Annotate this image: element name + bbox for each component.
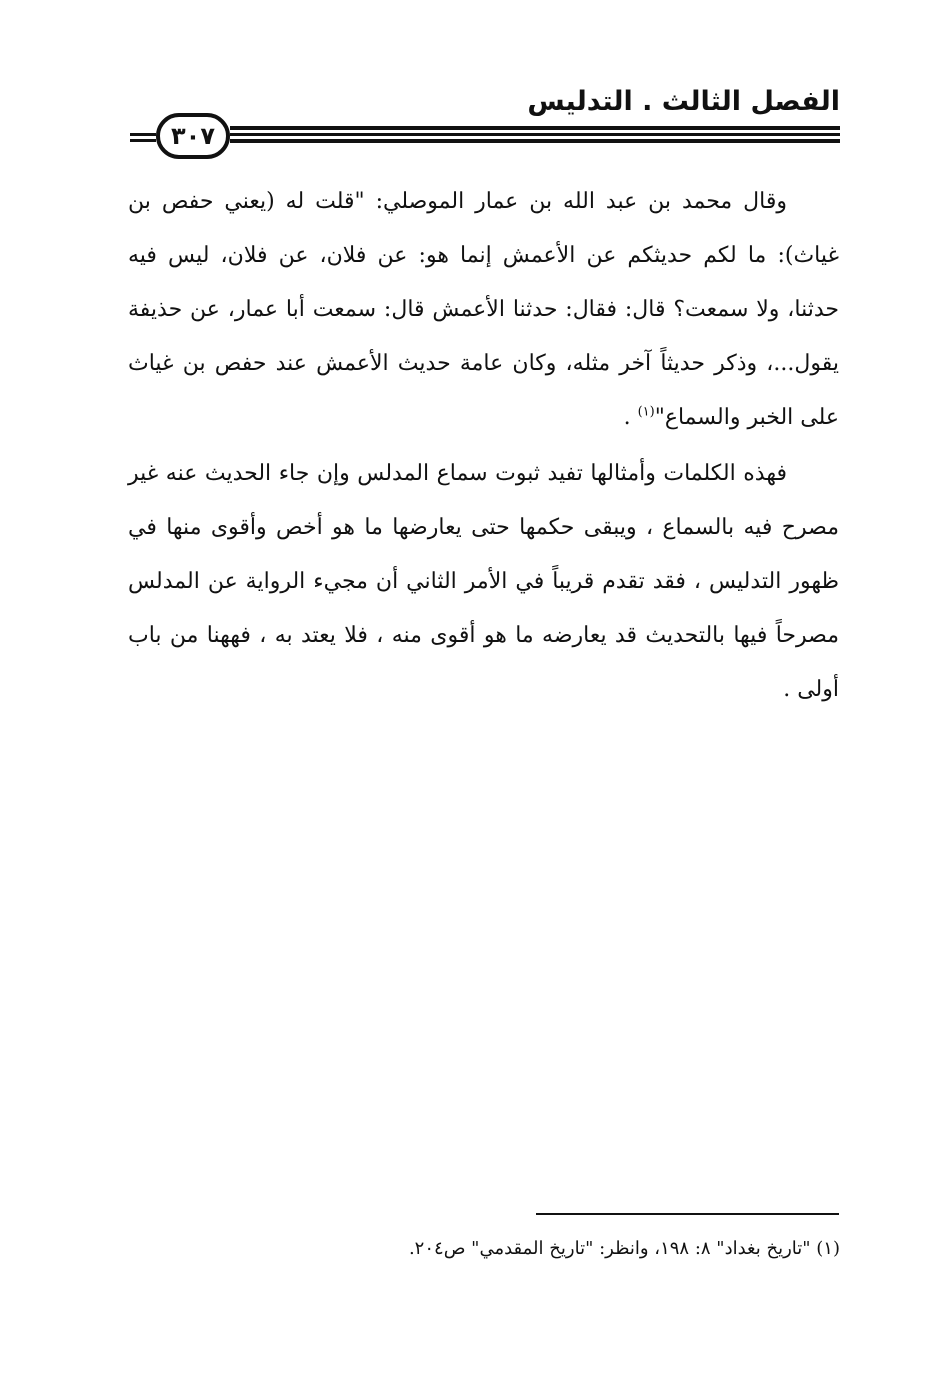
footnote-separator <box>536 1213 839 1215</box>
paragraph-text <box>128 175 839 445</box>
header-rule-stub <box>130 133 156 136</box>
header-rule-line <box>230 133 840 136</box>
page-number: ٣٠٧ <box>171 122 215 150</box>
header-rule-line <box>230 126 840 130</box>
paragraph-1 <box>128 175 839 445</box>
header-rule-line <box>230 139 840 143</box>
chapter-title: الفصل الثالث . التدليس <box>527 86 840 117</box>
header-rule <box>230 126 840 144</box>
paragraph-2 <box>128 447 839 717</box>
page-header <box>0 0 943 160</box>
paragraph-text: فهذه الكلمات وأمثالها تفيد ثبوت سماع المدلس وإن جاء الحديث عنه غير مصرح فيه بالسماع ، ويبقى حكمها حتى يعارضها ما هو أخص وأقوى منها في ظهور التدليس ، فقد تقدم قريباً في الأمر الثاني أن مجيء الرواية عن المدلس مصرحاً فيها بالتحديث قد يعارضه ما هو أقوى منه ، فلا يعتد به ، فههنا من باب أولى . <box>128 461 839 702</box>
footnote-reference: (١) <box>637 404 655 420</box>
footnote: (١) "تاريخ بغداد" ٨: ١٩٨، وانظر: "تاريخ المقدمي" ص٢٠٤. <box>408 1238 840 1259</box>
page-number-badge <box>156 113 230 159</box>
paragraph-text-content: وقال محمد بن عبد الله بن عمار الموصلي: "قلت له (يعني حفص بن غياث): ما لكم حديثكم عن الأعمش إنما هو: عن فلان، عن فلان، ليس فيه حدثنا، ولا سمعت؟ قال: فقال: حدثنا الأعمش قال: سمعت أبا عمار، عن حذيفة يقول...، وذكر حديثاً آخر مثله، وكان عامة حديث الأعمش عند حفص بن غياث على الخبر والسماع" <box>128 189 839 430</box>
header-rule-stub <box>130 139 156 142</box>
paragraph-end: . <box>623 405 638 430</box>
